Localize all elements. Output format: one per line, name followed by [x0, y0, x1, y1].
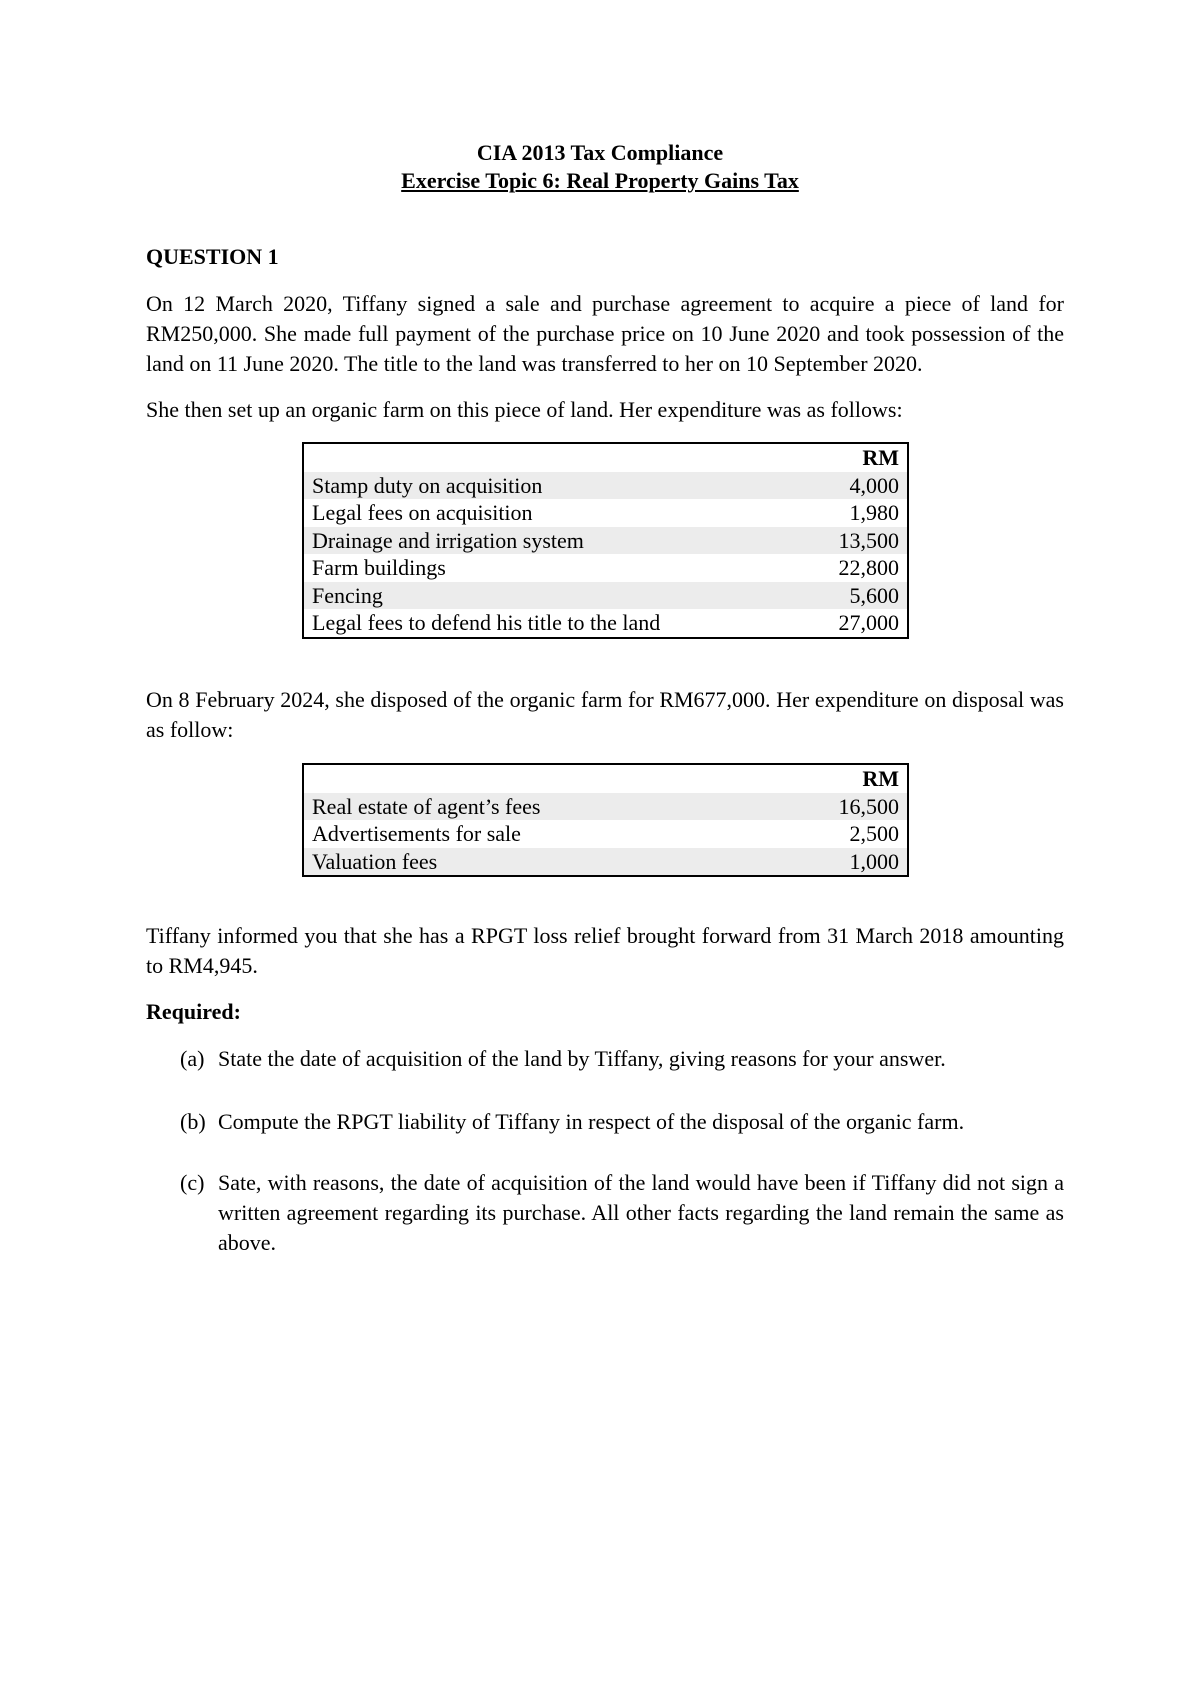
table-row [303, 848, 908, 877]
table-row [303, 527, 908, 555]
acquisition-expenditure-table [302, 442, 909, 639]
table-header-row [303, 443, 908, 472]
expense-amount: 5,600 [802, 582, 908, 610]
expense-item: Real estate of agent’s fees [303, 793, 763, 821]
disposal-paragraph: On 8 February 2024, she disposed of the organic farm for RM677,000. Her expenditure on disposal was as follow: [146, 687, 1064, 742]
disposal-expenditure-table [302, 763, 909, 877]
table-row [303, 820, 908, 848]
table-header-blank [303, 764, 763, 793]
part-text: Compute the RPGT liability of Tiffany in respect of the disposal of the organic farm. [218, 1109, 965, 1134]
expense-amount: 16,500 [763, 793, 908, 821]
expense-amount: 4,000 [802, 472, 908, 500]
expense-item: Valuation fees [303, 848, 763, 877]
expense-amount: 13,500 [802, 527, 908, 555]
expense-amount: 1,000 [763, 848, 908, 877]
table-header-blank [303, 443, 802, 472]
expense-amount: 22,800 [838, 555, 899, 580]
expense-item: Legal fees on acquisition [312, 500, 533, 525]
farm-setup-paragraph: She then set up an organic farm on this piece of land. Her expenditure was as follows: [146, 397, 903, 422]
intro-paragraph: On 12 March 2020, Tiffany signed a sale and purchase agreement to acquire a piece of land for RM250,000. She made full payment of the purchase price on 10 June 2020 and took possession of the land on 11 June 2020. The title to the land was transferred to her on 10 September 2020. [146, 291, 1064, 376]
table-row [303, 793, 908, 821]
expense-amount: 1,980 [849, 500, 899, 525]
expense-item: Fencing [303, 582, 802, 610]
expense-amount: 27,000 [838, 610, 899, 635]
part-label: (c) [180, 1170, 205, 1195]
expense-item: Advertisements for sale [312, 821, 521, 846]
part-label: (a) [180, 1046, 205, 1071]
table-row [303, 554, 908, 582]
table-header-unit: RM [862, 445, 899, 470]
expense-item: Legal fees to defend his title to the land [312, 610, 661, 635]
part-label: (b) [180, 1109, 206, 1134]
table-header-unit: RM [862, 766, 899, 791]
part-text: Sate, with reasons, the date of acquisition of the land would have been if Tiffany did not sign a written agreement regarding its purchase. All other facts regarding the land remain the same as above. [218, 1170, 1064, 1255]
table-row [303, 472, 908, 500]
expense-item: Stamp duty on acquisition [303, 472, 802, 500]
expense-item: Farm buildings [312, 555, 446, 580]
document-title: CIA 2013 Tax Compliance [476, 140, 724, 165]
question-heading: QUESTION 1 [146, 244, 279, 269]
expense-item: Drainage and irrigation system [303, 527, 802, 555]
table-row [303, 582, 908, 610]
document-subtitle: Exercise Topic 6: Real Property Gains Tax [401, 168, 799, 193]
part-text: State the date of acquisition of the land by Tiffany, giving reasons for your answer. [218, 1046, 946, 1071]
table-row [303, 499, 908, 527]
expense-amount: 2,500 [849, 821, 899, 846]
required-label: Required: [146, 999, 241, 1024]
table-row [303, 609, 908, 638]
table-header-row [303, 764, 908, 793]
loss-relief-paragraph: Tiffany informed you that she has a RPGT loss relief brought forward from 31 March 2018 amounting to RM4,945. [146, 923, 1064, 978]
